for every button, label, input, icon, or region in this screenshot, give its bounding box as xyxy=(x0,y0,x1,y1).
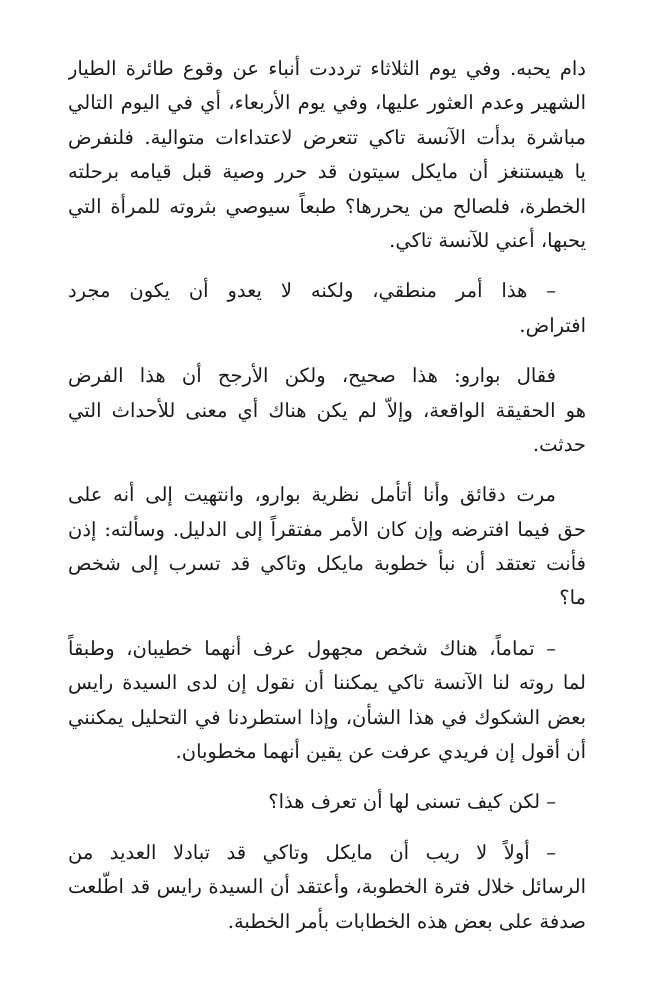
paragraph-gap xyxy=(68,258,586,274)
text-line: الشهير وعدم العثور عليها، وفي يوم الأربعاء، أي في اليوم التالي xyxy=(68,91,586,115)
text-line: دام يحبه. وفي يوم الثلاثاء ترددت أنباء عن وقوع طائرة الطيار xyxy=(68,57,586,80)
paragraph-gap xyxy=(68,616,586,632)
text-line: ما؟ xyxy=(559,586,586,610)
paragraph-gap xyxy=(68,820,586,836)
text-line: الخطرة، فلصالح من يحررها؟ طبعاً سيوصي بثروته للمرأة التي xyxy=(68,194,586,218)
text-line: افتراض. xyxy=(519,313,586,337)
text-line: لما روته لنا الآنسة تاكي يمكننا أن نقول إن لدى السيدة رايس xyxy=(68,671,586,695)
paragraph-4 xyxy=(68,478,586,616)
text-line: الرسائل خلال فترة الخطوبة، وأعتقد أن السيدة رايس قد اطّلعت xyxy=(68,875,586,899)
text-line: أن أقول إن فريدي عرفت عن يقين أنهما مخطوبان. xyxy=(175,740,586,764)
paragraph-1 xyxy=(68,52,586,258)
book-page xyxy=(68,52,586,939)
text-line: – أولاً لا ريب أن مايكل وتاكي قد تبادلا العديد من xyxy=(68,840,556,864)
text-line: فقال بوارو: هذا صحيح، ولكن الأرجح أن هذا الفرض xyxy=(68,364,556,388)
paragraph-3 xyxy=(68,359,586,462)
paragraph-gap xyxy=(68,462,586,478)
text-line: حدثت. xyxy=(532,432,586,456)
text-line: بعض الشكوك في هذا الشأن، وإذا استطردنا في التحليل يمكنني xyxy=(68,705,586,729)
paragraph-7 xyxy=(68,836,586,939)
text-line: – هذا أمر منطقي، ولكنه لا يعدو أن يكون مجرد xyxy=(68,279,556,303)
text-line: – لكن كيف تسنى لها أن تعرف هذا؟ xyxy=(268,790,556,814)
text-line: هو الحقيقة الواقعة، وإلاّ لم يكن هناك أي معنى للأحداث التي xyxy=(68,398,586,422)
text-line: صدفة على بعض هذه الخطابات بأمر الخطبة. xyxy=(227,909,586,933)
paragraph-5 xyxy=(68,632,586,770)
text-line: يا هيستنغز أن مايكل سيتون قد حرر وصية قبل قيامه برحلته xyxy=(68,160,586,184)
paragraph-2 xyxy=(68,274,586,343)
text-line: حق فيما افترضه وإن كان الأمر مفتقراً إلى الدليل. وسألته: إذن xyxy=(68,517,586,541)
text-line: مباشرة بدأت الآنسة تاكي تتعرض لاعتداءات متوالية. فلنفرض xyxy=(68,125,586,149)
text-line: يحبها، أعني للآنسة تاكي. xyxy=(389,228,586,252)
text-line: مرت دقائق وأنا أتأمل نظرية بوارو، وانتهيت إلى أنه على xyxy=(68,483,556,507)
text-line: – تماماً، هناك شخص مجهول عرف أنهما خطيبان، وطبقاً xyxy=(68,636,556,660)
paragraph-gap xyxy=(68,769,586,785)
paragraph-gap xyxy=(68,343,586,359)
paragraph-6 xyxy=(68,785,586,819)
text-line: فأنت تعتقد أن نبأ خطوبة مايكل وتاكي قد تسرب إلى شخص xyxy=(68,552,586,576)
